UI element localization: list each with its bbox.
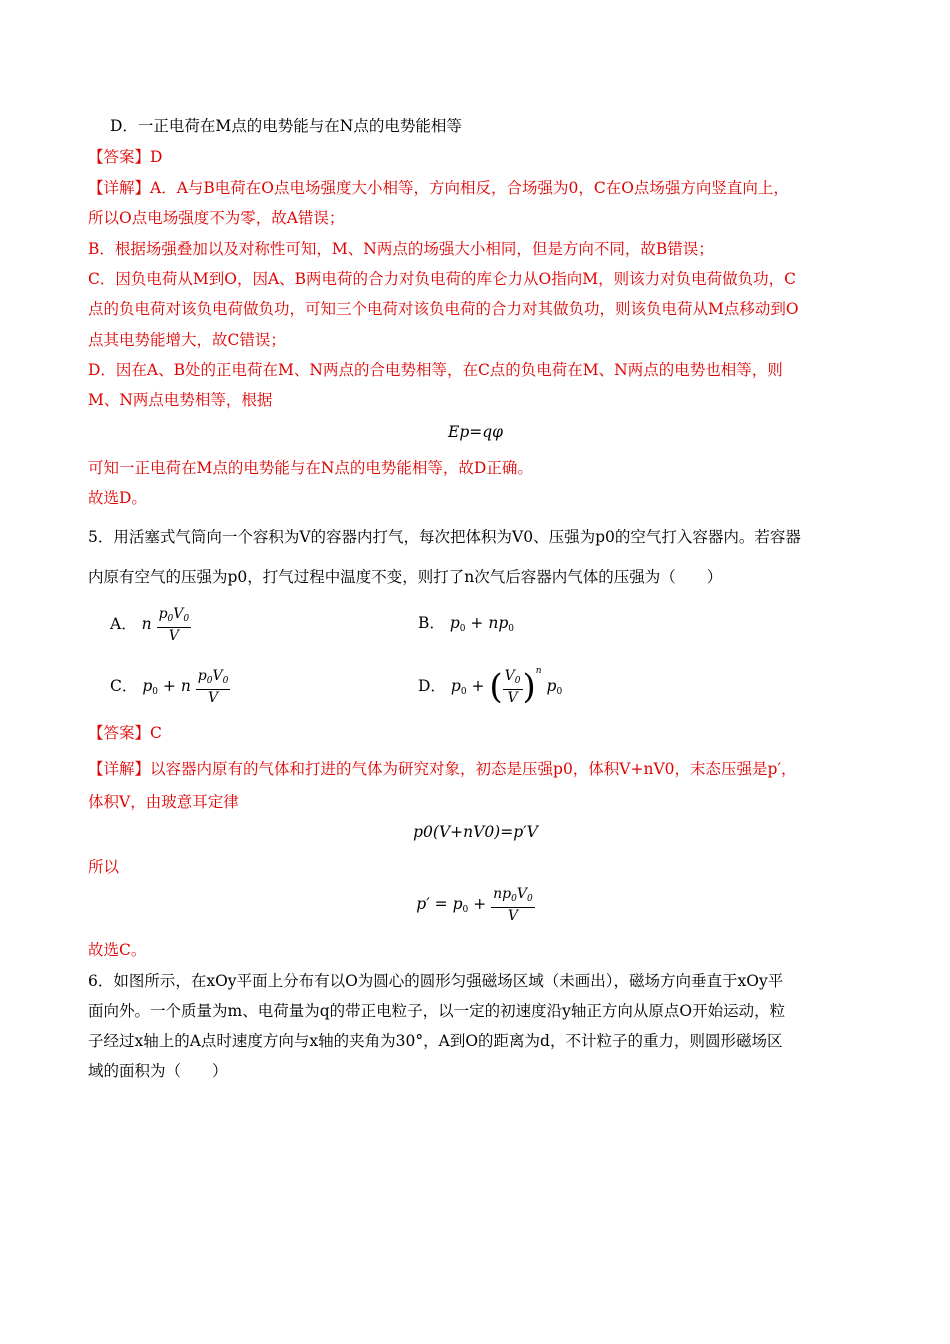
q4-detail-b: B．根据场强叠加以及对称性可知，M、N两点的场强大小相同，但是方向不同，故B错误； — [88, 240, 714, 258]
q5-option-a: A． n $\frac{p_0V_0}{V}$ — [110, 606, 190, 644]
q4-detail-a1-text: A．A与B电荷在O点电场强度大小相等，方向相反，合场强为0，C在O点场强方向竖直向上， — [150, 179, 789, 197]
q5-detail1-text: 以容器内原有的气体和打进的气体为研究对象，初态是压强p0，体积V+nV0，末态压强是p′， — [150, 760, 797, 778]
q4-detail-a1 — [88, 177, 863, 199]
q4-choose: 故选D。 — [88, 489, 147, 507]
q6-stem-line3: 子经过x轴上的A点时速度方向与x轴的夹角为30°，A到O的距离为d，不计粒子的重力，则圆形磁场区 — [88, 1032, 783, 1050]
q4-detail-c2: 点的负电荷对该负电荷做负功，可知三个电荷对该负电荷的合力对其做负功，则该负电荷从M点移动到O — [88, 300, 799, 318]
q4-answer: 【答案】D — [88, 148, 163, 166]
q4-option-d: D．一正电荷在M点的电势能与在N点的电势能相等 — [110, 117, 462, 135]
q5-answer: 【答案】C — [88, 724, 162, 742]
q5-detail2: 体积V，由玻意耳定律 — [88, 793, 239, 811]
q5-option-c-label: C． — [110, 677, 138, 695]
q5-detail1 — [88, 758, 863, 780]
q4-detail-c3: 点其电势能增大，故C错误； — [88, 331, 286, 349]
q5-choose: 故选C。 — [88, 941, 147, 959]
q4-formula-text: Ep=qφ — [448, 423, 503, 441]
q5-eq2: $p' = p_0$ + $\frac{np_0V_0}{V}$ — [416, 886, 533, 924]
q4-detail-a2: 所以O点电场强度不为零，故A错误； — [88, 209, 345, 227]
q5-option-a-label: A． — [110, 615, 137, 633]
q5-option-b: B． $p_0 + np_0$ — [418, 614, 514, 634]
q5-eq2-fraction: $\frac{np_0V_0}{V}$ — [493, 886, 533, 924]
q4-detail-c1: C．因负电荷从M到O，因A、B两电荷的合力对负电荷的库仑力从O指向M，则该力对负电荷做负功，C — [88, 270, 796, 288]
q6-stem-line4: 域的面积为（ ） — [88, 1062, 228, 1080]
q5-detail-label: 【详解】 — [88, 760, 151, 778]
q5-option-b-label: B． — [418, 614, 445, 632]
q6-stem-line2: 面向外。一个质量为m、电荷量为q的带正电粒子，以一定的初速度沿y轴正方向从原点O开始运动，粒 — [88, 1002, 786, 1020]
q4-formula — [88, 421, 863, 443]
q5-eq1 — [88, 821, 863, 843]
q5-eq1-text: p0(V+nV0)=p′V — [413, 823, 538, 841]
q4-detail-d2: M、N两点电势相等，根据 — [88, 391, 273, 409]
q4-conclusion: 可知一正电荷在M点的电势能与在N点的电势能相等，故D正确。 — [88, 459, 533, 477]
q5-option-a-fraction: $\frac{p_0V_0}{V}$ — [158, 606, 190, 644]
q5-option-c-fraction: $\frac{p_0V_0}{V}$ — [197, 668, 229, 706]
q4-detail-label: 【详解】 — [88, 179, 151, 197]
q5-option-d-label: D． — [418, 677, 446, 695]
q4-detail-d1: D．因在A、B处的正电荷在M、N两点的合电势相等，在C点的负电荷在M、N两点的电势也相等，则 — [88, 361, 783, 379]
q5-stem-line2: 内原有空气的压强为p0，打气过程中温度不变，则打了n次气后容器内气体的压强为（ ） — [88, 568, 723, 586]
q5-option-c: C． $p_0 + n$ $\frac{p_0V_0}{V}$ — [110, 668, 229, 706]
q5-stem-line1: 5．用活塞式气筒向一个容积为V的容器内打气，每次把体积为V0、压强为p0的空气打入容器内。若容器 — [88, 528, 801, 546]
q6-stem-line1: 6．如图所示，在xOy平面上分布有以O为圆心的圆形匀强磁场区域（未画出），磁场方向垂直于xOy平 — [88, 972, 784, 990]
q5-so: 所以 — [88, 858, 120, 876]
q5-option-d: D． $p_0$ + ( $\frac{V_0}{V}$ )$^n$ $p_0$ — [418, 666, 563, 707]
q5-option-d-fraction: $\frac{V_0}{V}$ — [504, 668, 521, 706]
